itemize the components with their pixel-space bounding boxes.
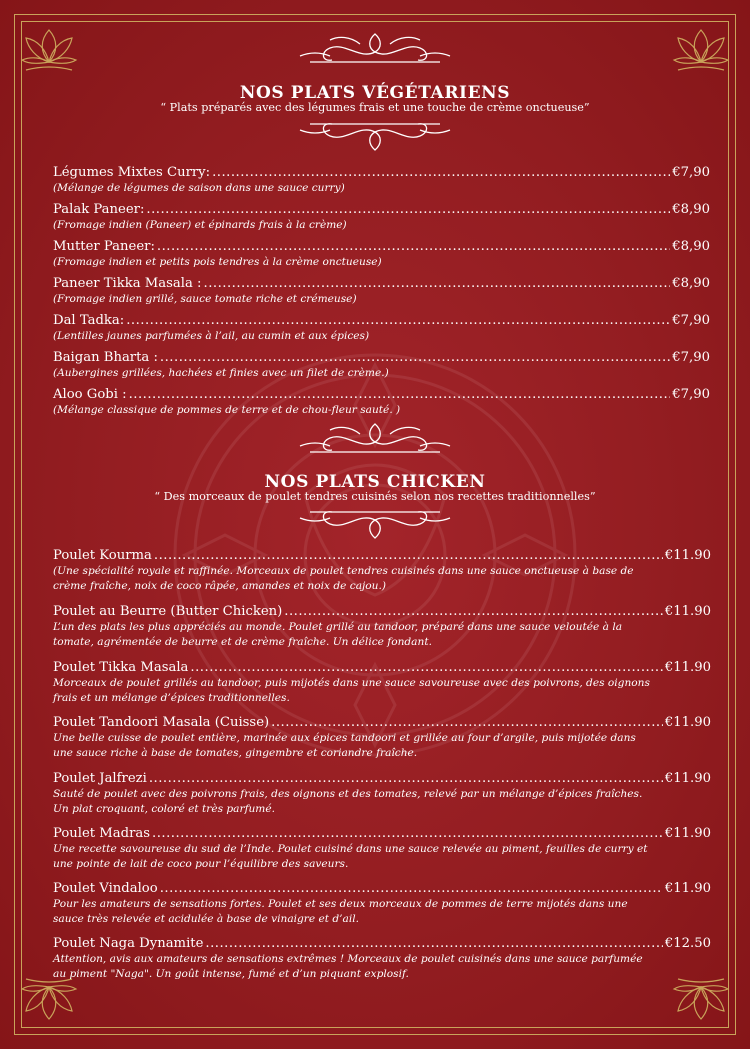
menu-item	[53, 386, 710, 418]
menu-item	[53, 238, 710, 270]
item-price: €11.90	[664, 715, 711, 730]
item-price: €7,90	[672, 387, 710, 402]
item-name: Poulet Tikka Masala	[53, 660, 189, 675]
lotus-corner-icon	[670, 18, 732, 80]
item-name: Poulet Madras	[53, 826, 151, 841]
item-price: €11.90	[664, 604, 711, 619]
item-description-line: L’un des plats les plus appréciés au monde. Poulet grillé au tandoor, préparé dans une sauce veloutée à la	[53, 621, 623, 633]
item-description-line: frais et un mélange d’épices traditionnelles.	[53, 692, 290, 704]
menu-item	[53, 312, 710, 344]
item-description: (Mélange classique de pommes de terre et de chou-fleur sauté. )	[53, 404, 401, 416]
item-description-line: Attention, avis aux amateurs de sensations extrêmes ! Morceaux de poulet cuisinés dans une sauce parfumée	[53, 953, 643, 965]
item-name: Dal Tadka:	[53, 313, 125, 328]
item-description-line: Sauté de poulet avec des poivrons frais, des oignons et des tomates, relevé par un mélange d’épices fraîches.	[53, 788, 643, 800]
item-name: Aloo Gobi :	[53, 387, 127, 402]
item-description: (Aubergines grillées, hachées et finies avec un filet de crème.)	[53, 367, 389, 379]
item-description: (Lentilles jaunes parfumées à l’ail, au cumin et aux épices)	[53, 330, 370, 342]
item-name: Poulet au Beurre (Butter Chicken)	[53, 604, 283, 619]
menu-item	[53, 770, 711, 817]
scroll-ornament-icon	[290, 508, 460, 544]
item-price: €8,90	[672, 239, 710, 254]
item-description: (Fromage indien et petits pois tendres à la crème onctueuse)	[53, 256, 382, 268]
item-price: €11.90	[664, 548, 711, 563]
item-price: €7,90	[672, 350, 710, 365]
menu-item	[53, 714, 711, 761]
menu-item	[53, 935, 711, 982]
menu-item	[53, 275, 710, 307]
item-name: Baigan Bharta :	[53, 350, 158, 365]
menu-item	[53, 659, 711, 706]
item-description: (Mélange de légumes de saison dans une sauce curry)	[53, 182, 345, 194]
item-price: €8,90	[672, 202, 710, 217]
veg-section-title: NOS PLATS VÉGÉTARIENS	[239, 83, 511, 103]
item-price: €11.90	[664, 826, 711, 841]
menu-item	[53, 603, 711, 650]
item-name: Mutter Paneer:	[53, 239, 155, 254]
item-description-line: tomate, agrémentée de beurre et de crème fraîche. Un délice fondant.	[53, 636, 432, 648]
item-description-line: une pointe de lait de coco pour l’équilibre des saveurs.	[53, 858, 349, 870]
item-description-line: une sauce riche à base de tomates, gingembre et coriandre fraîche.	[53, 747, 418, 759]
item-price: €11.90	[664, 771, 711, 786]
item-name: Poulet Kourma	[53, 548, 152, 563]
menu-item	[53, 349, 710, 381]
menu-item	[53, 164, 710, 196]
veg-section-subtitle: “ Plats préparés avec des légumes frais et une touche de crème onctueuse”	[160, 101, 590, 114]
item-price: €11.90	[664, 660, 711, 675]
item-description-line: Un plat croquant, coloré et très parfumé.	[53, 803, 275, 815]
item-price: €7,90	[672, 165, 710, 180]
menu-item	[53, 201, 710, 233]
item-price: €8,90	[672, 276, 710, 291]
item-name: Légumes Mixtes Curry:	[53, 165, 211, 180]
item-description-line: Une recette savoureuse du sud de l’Inde. Poulet cuisiné dans une sauce relevée au piment, feuilles de curry et	[53, 843, 648, 855]
item-name: Poulet Jalfrezi	[53, 771, 147, 786]
lotus-corner-icon	[18, 18, 80, 80]
item-description-line: Morceaux de poulet grillés au tandoor, puis mijotés dans une sauce savoureuse avec des poivrons, des oignons	[53, 677, 650, 689]
scroll-ornament-icon	[290, 420, 460, 456]
menu-item	[53, 547, 711, 594]
item-price: €12.50	[664, 936, 711, 951]
item-description-line: (Une spécialité royale et raffinée. Morceaux de poulet tendres cuisinés dans une sauce onctueuse à base de	[53, 565, 634, 577]
menu-item	[53, 825, 711, 872]
item-description-line: au piment "Naga". Un goût intense, fumé et d’un piquant explosif.	[53, 968, 409, 980]
item-description-line: crème fraîche, noix de coco râpée, amandes et noix de cajou.)	[53, 580, 387, 592]
item-name: Palak Paneer:	[53, 202, 145, 217]
item-description-line: Une belle cuisse de poulet entière, marinée aux épices tandoori et grillée au four d’argile, puis mijotée dans	[53, 732, 636, 744]
item-description-line: sauce très relevée et acidulée à base de vinaigre et d’ail.	[53, 913, 360, 925]
item-description: (Fromage indien (Paneer) et épinards frais à la crème)	[53, 219, 347, 231]
chicken-section-title: NOS PLATS CHICKEN	[264, 472, 486, 492]
item-name: Poulet Vindaloo	[53, 881, 158, 896]
item-name: Poulet Tandoori Masala (Cuisse)	[53, 715, 270, 730]
item-description: (Fromage indien grillé, sauce tomate riche et crémeuse)	[53, 293, 357, 305]
menu-item	[53, 880, 711, 927]
item-name: Paneer Tikka Masala :	[53, 276, 202, 291]
item-price: €7,90	[672, 313, 710, 328]
chicken-section-subtitle: “ Des morceaux de poulet tendres cuisinés selon nos recettes traditionnelles”	[154, 490, 596, 503]
item-description-line: Pour les amateurs de sensations fortes. Poulet et ses deux morceaux de pommes de terre mijotés dans une	[53, 898, 628, 910]
scroll-ornament-icon	[290, 30, 460, 66]
item-name: Poulet Naga Dynamite	[53, 936, 204, 951]
item-price: €11.90	[664, 881, 711, 896]
scroll-ornament-icon	[290, 120, 460, 156]
